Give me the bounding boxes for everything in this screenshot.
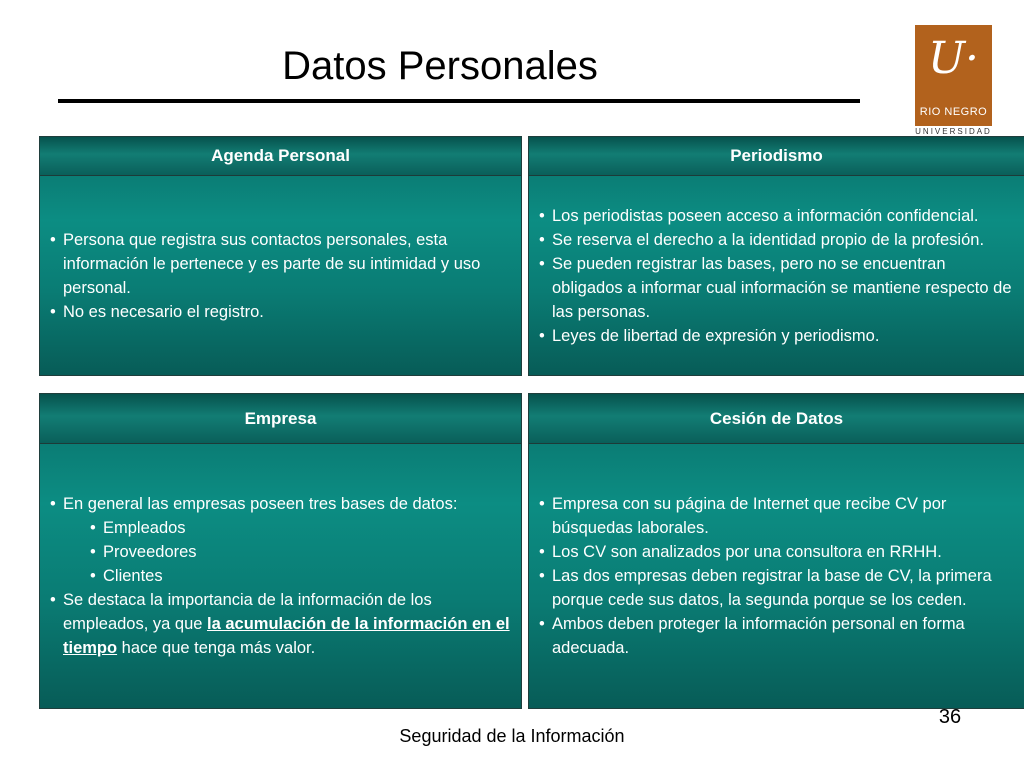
panel-body-periodismo bbox=[529, 176, 1024, 375]
logo-subtitle: UNIVERSIDAD bbox=[915, 127, 992, 136]
sub-list-item: • Empleados bbox=[90, 516, 513, 540]
list-item: • Las dos empresas deben registrar la base de CV, la primera porque cede sus datos, la segunda porque se los ceden. bbox=[539, 564, 1016, 612]
panel-body-agenda-personal bbox=[40, 176, 521, 375]
panel-header-empresa bbox=[40, 394, 521, 444]
list-item: • Empresa con su página de Internet que recibe CV por búsquedas laborales. bbox=[539, 492, 1016, 540]
bullet-list bbox=[539, 492, 1016, 660]
bullet-list bbox=[50, 228, 513, 324]
panel-title: Periodismo bbox=[730, 146, 823, 165]
list-item: • Se reserva el derecho a la identidad propio de la profesión. bbox=[539, 228, 1016, 252]
page-number: 36 bbox=[938, 706, 962, 728]
list-item: • No es necesario el registro. bbox=[50, 300, 513, 324]
panel-title: Cesión de Datos bbox=[709, 408, 844, 428]
panel-title: Empresa bbox=[244, 408, 317, 428]
panel-agenda-personal bbox=[39, 136, 522, 376]
slide-title: Datos Personales bbox=[282, 44, 598, 88]
bullet-list bbox=[50, 492, 513, 660]
footer-text: Seguridad de la Información bbox=[399, 726, 625, 746]
list-item: • En general las empresas poseen tres bases de datos: bbox=[50, 492, 513, 516]
panel-header-periodismo bbox=[529, 137, 1024, 176]
list-item: • Ambos deben proteger la información personal en forma adecuada. bbox=[539, 612, 1016, 660]
panel-cesion-de-datos bbox=[528, 393, 1024, 709]
title-underline bbox=[58, 99, 860, 103]
panel-title: Agenda Personal bbox=[211, 146, 350, 165]
list-item bbox=[50, 588, 513, 660]
logo-name: RIO NEGRO bbox=[919, 106, 988, 118]
sub-list-item: • Clientes bbox=[90, 564, 513, 588]
panel-body-empresa bbox=[40, 444, 521, 708]
sub-list-item: • Proveedores bbox=[90, 540, 513, 564]
panel-empresa bbox=[39, 393, 522, 709]
university-logo bbox=[915, 25, 992, 126]
panel-body-cesion-de-datos bbox=[529, 444, 1024, 708]
list-item-text: hace que tenga más valor. bbox=[117, 639, 316, 657]
emphasized-text: la acumulación de la información en el tiempo bbox=[63, 615, 510, 657]
bullet-list bbox=[539, 204, 1016, 348]
logo-mark: U· bbox=[927, 33, 980, 84]
list-item: • Los periodistas poseen acceso a información confidencial. bbox=[539, 204, 1016, 228]
list-item: • Leyes de libertad de expresión y periodismo. bbox=[539, 324, 1016, 348]
panel-periodismo bbox=[528, 136, 1024, 376]
list-item: • Se pueden registrar las bases, pero no se encuentran obligados a informar cual información se mantiene respecto de las personas. bbox=[539, 252, 1016, 324]
panel-header-agenda-personal bbox=[40, 137, 521, 176]
list-item: • Persona que registra sus contactos personales, esta información le pertenece y es parte de su intimidad y uso personal. bbox=[50, 228, 513, 300]
list-item-text: Se destaca la importancia de la información de los empleados, ya que bbox=[63, 591, 432, 633]
list-item: • Los CV son analizados por una consultora en RRHH. bbox=[539, 540, 1016, 564]
panel-header-cesion-de-datos bbox=[529, 394, 1024, 444]
